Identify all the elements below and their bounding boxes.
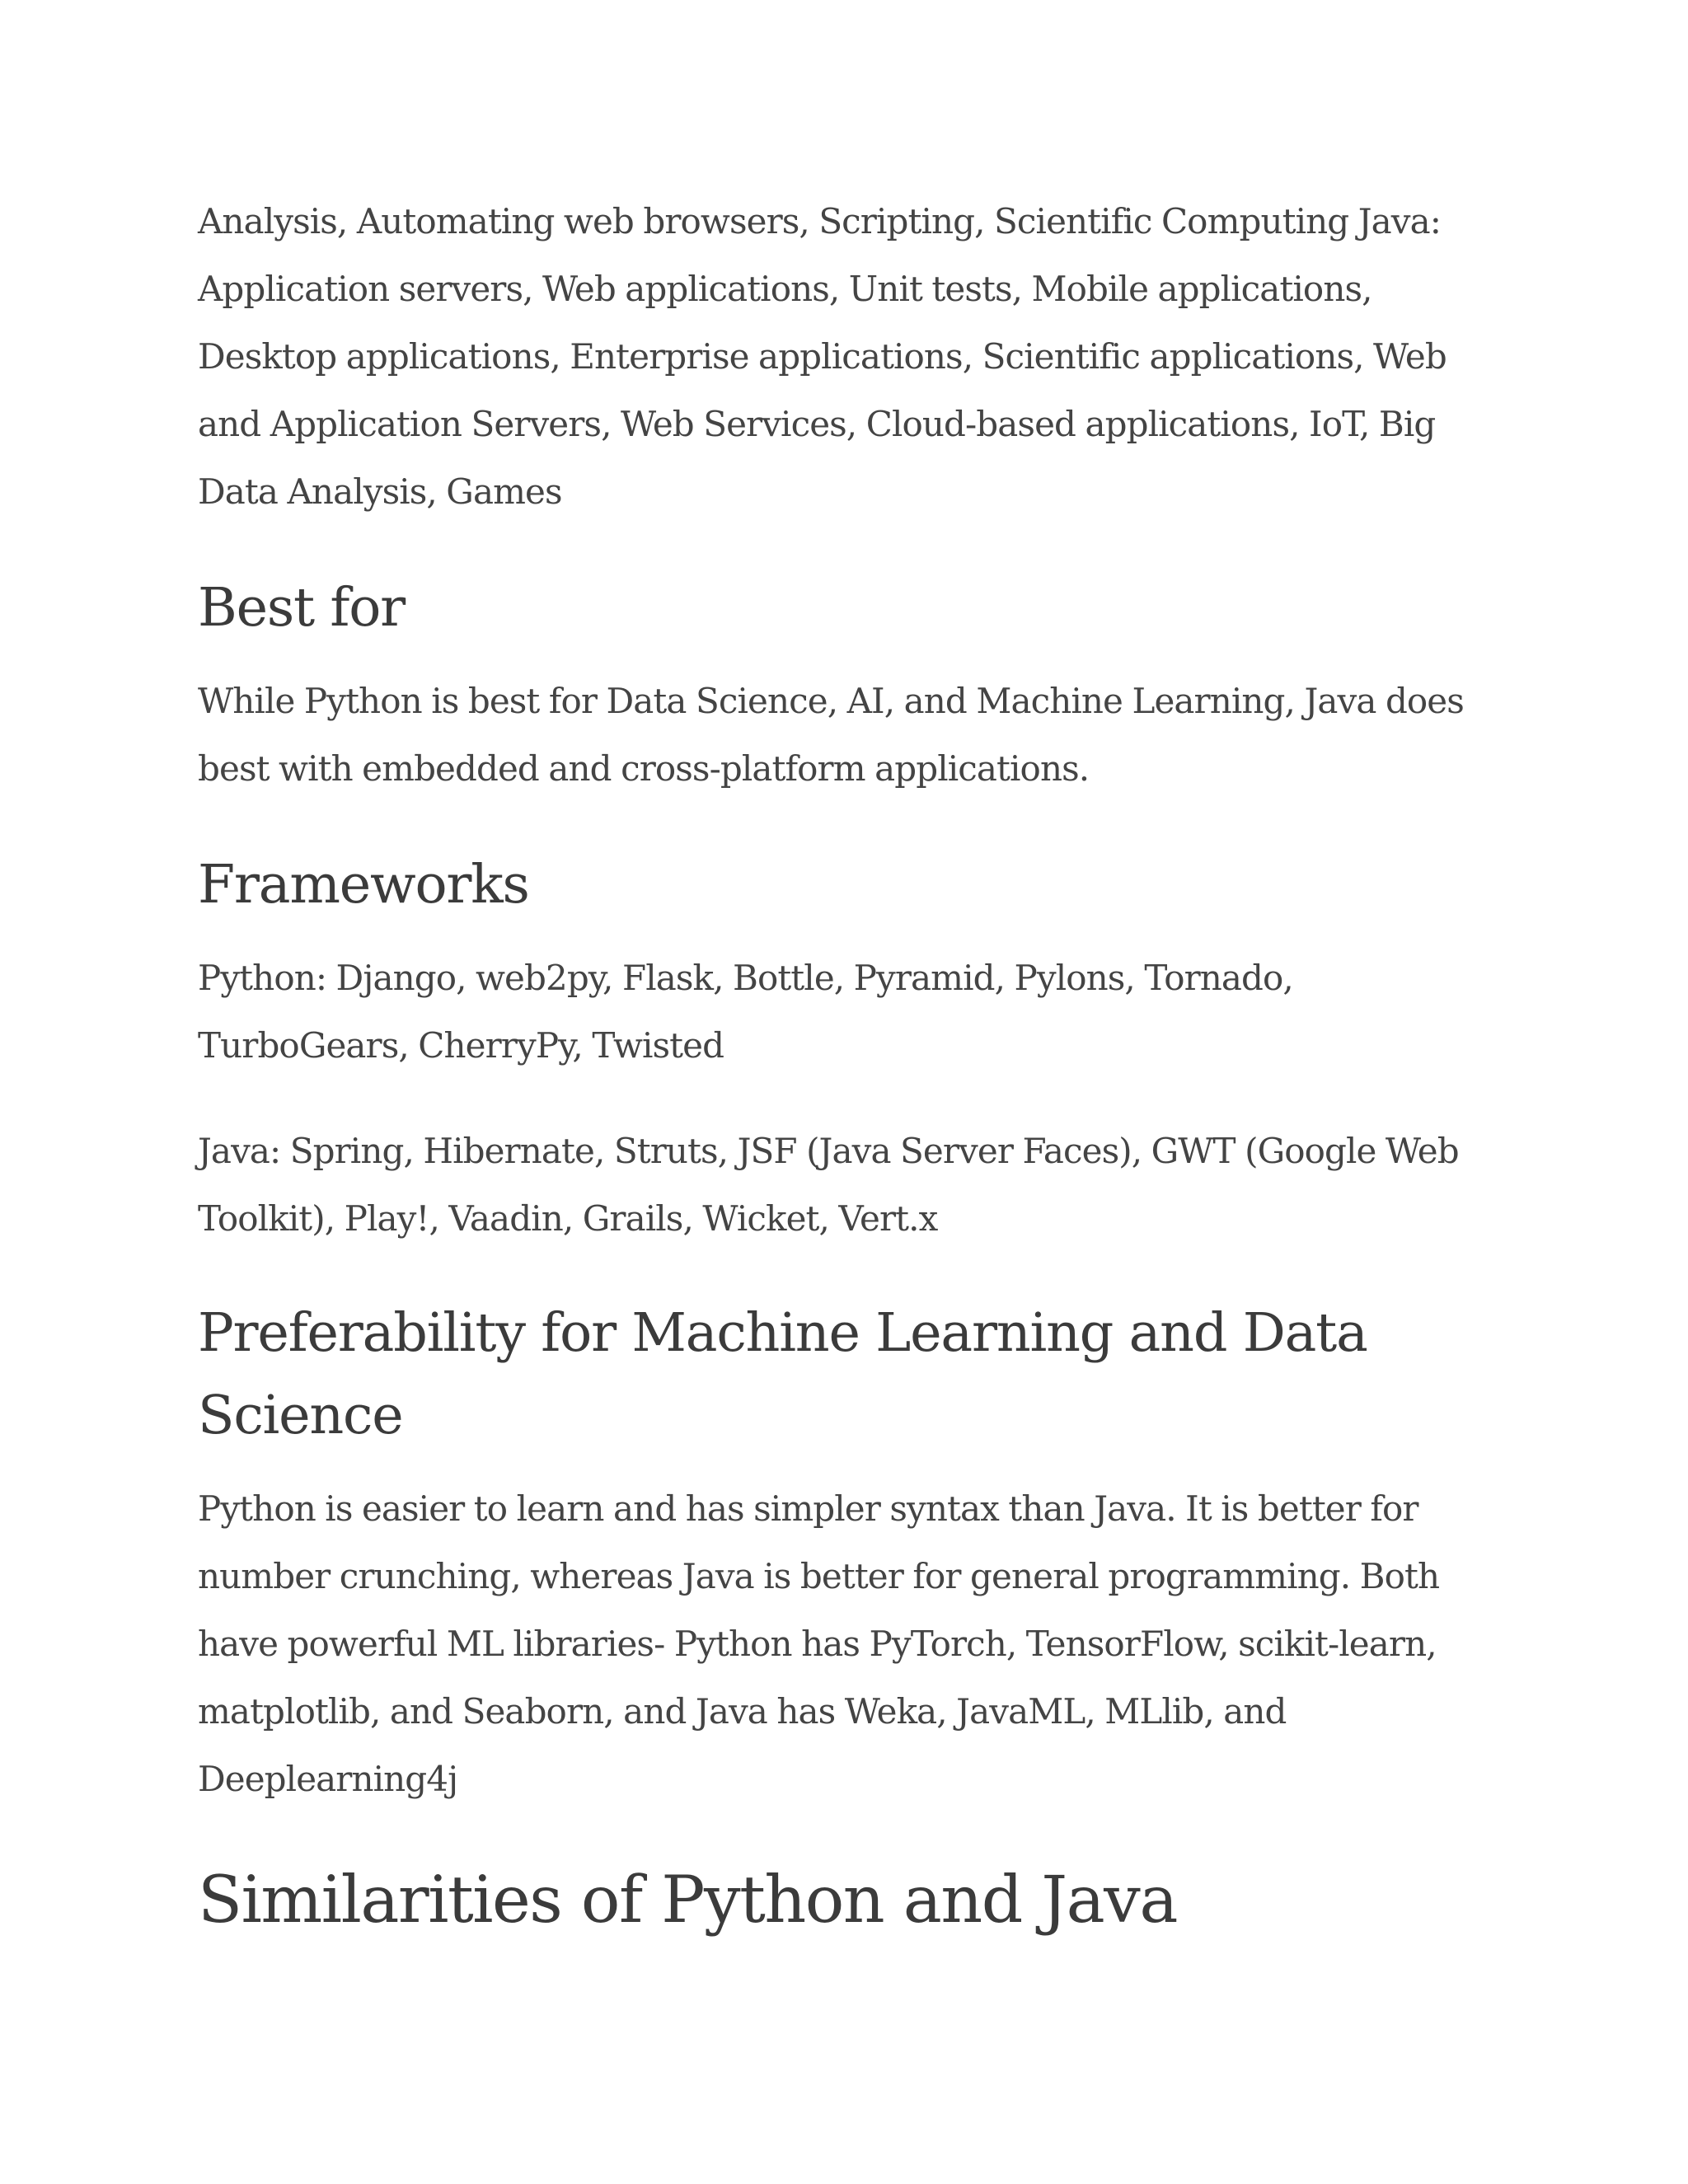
heading-similarities: Similarities of Python and Java (198, 1862, 1177, 1938)
heading-ml-preferability: Preferability for Machine Learning and Data Science (198, 1302, 1367, 1446)
best-for-paragraph: While Python is best for Data Science, AI, and Machine Learning, Java does best with embedded and cross-platform applications. (198, 681, 1464, 789)
heading-best-for: Best for (198, 577, 406, 639)
ml-preferability-paragraph: Python is easier to learn and has simpler syntax than Java. It is better for number crunching, whereas Java is better for general programming. Both have powerful ML libraries- Python has PyTorch, TensorFlow, scikit-learn, matplotlib, and Seaborn, and Java has Weka, JavaML, MLlib, and Deeplearning4j (198, 1488, 1440, 1799)
article-body (198, 188, 1484, 1945)
java-frameworks-paragraph: Java: Spring, Hibernate, Struts, JSF (Java Server Faces), GWT (Google Web Toolkit), Play!, Vaadin, Grails, Wicket, Vert.x (198, 1131, 1459, 1239)
intro-paragraph: Analysis, Automating web browsers, Scripting, Scientific Computing Java: Application servers, Web applications, Unit tests, Mobile applications, Desktop applications, Enterprise applications, Scientific applications, Web and Application Servers, Web Services, Cloud-based applications, IoT, Big Data Analysis, Games (198, 201, 1447, 512)
python-frameworks-paragraph: Python: Django, web2py, Flask, Bottle, Pyramid, Pylons, Tornado, TurboGears, CherryPy, Twisted (198, 958, 1293, 1066)
heading-frameworks: Frameworks (198, 854, 529, 916)
